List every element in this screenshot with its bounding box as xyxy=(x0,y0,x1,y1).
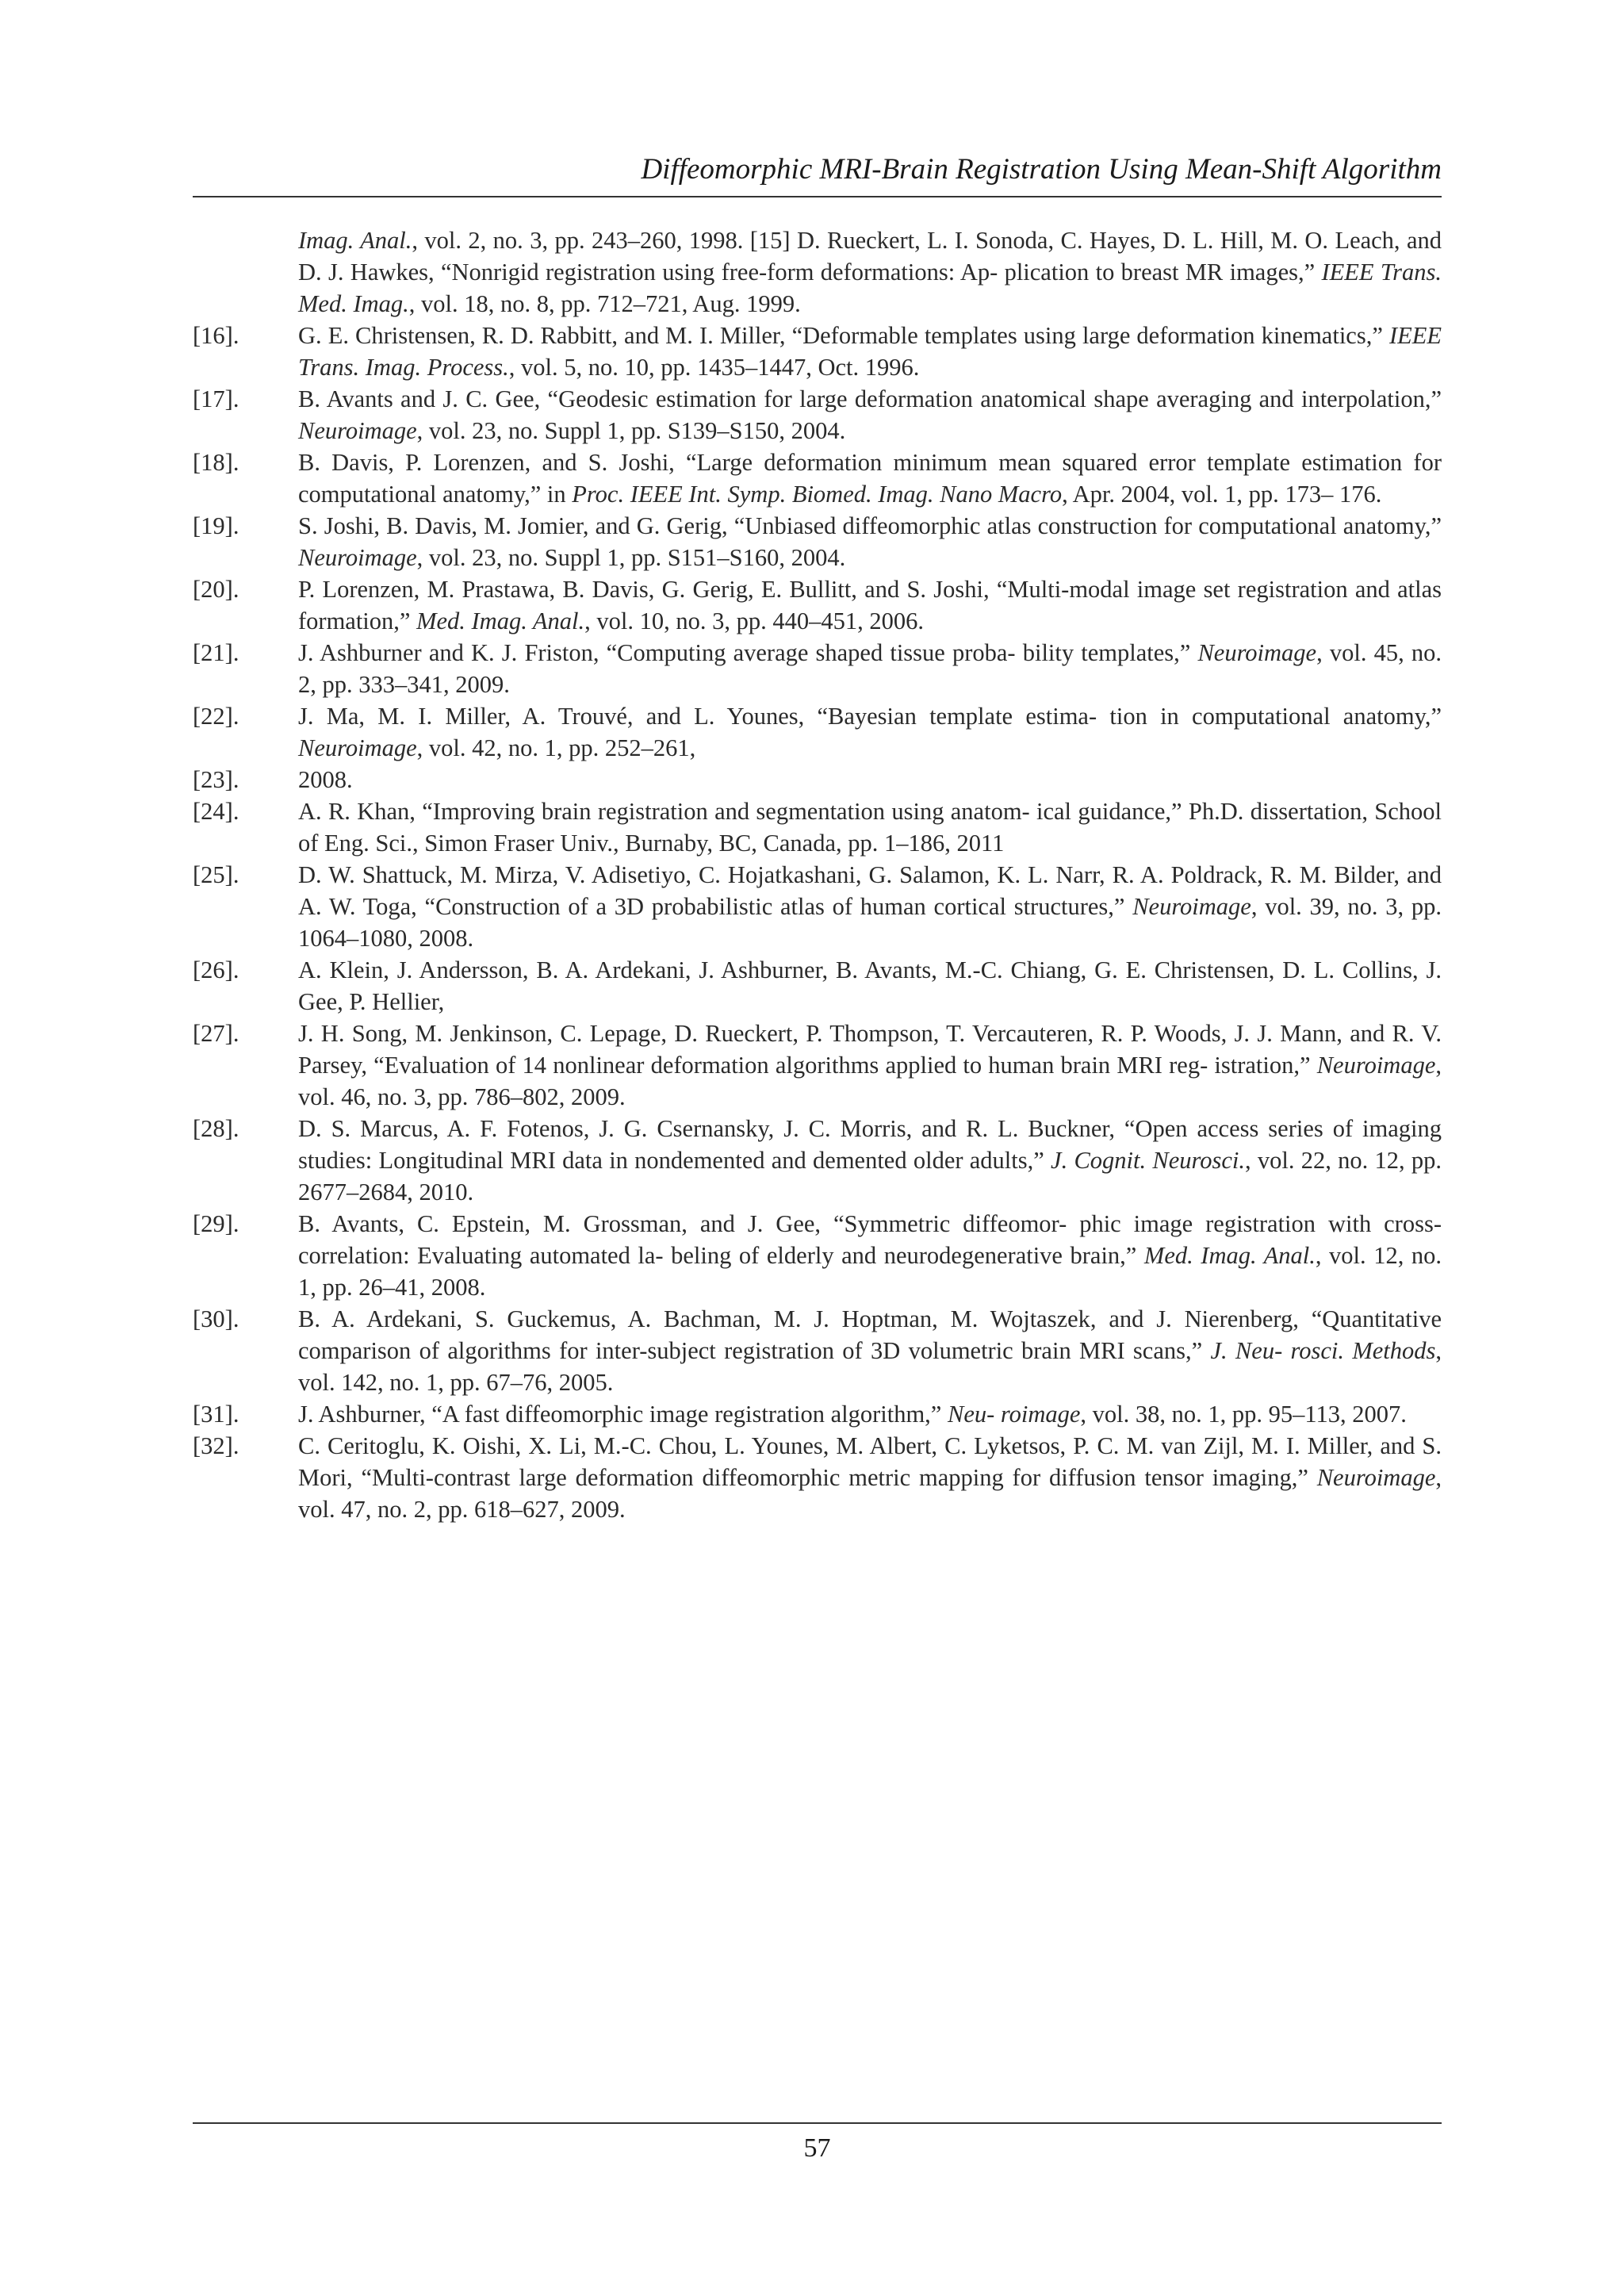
header-rule xyxy=(193,196,1442,197)
reference-number: [27]. xyxy=(193,1020,239,1047)
reference-item xyxy=(193,1430,1442,1525)
reference-number: [18]. xyxy=(193,449,239,476)
reference-item xyxy=(193,1113,1442,1208)
reference-item xyxy=(193,1398,1442,1430)
reference-item xyxy=(193,320,1442,383)
reference-item xyxy=(193,573,1442,637)
reference-item xyxy=(193,447,1442,510)
reference-item xyxy=(193,510,1442,573)
reference-text: S. Joshi, B. Davis, M. Jomier, and G. Gerig, “Unbiased diffeomorphic atlas construction for computational anatomy,” Neuroimage, vol. 23, no. Suppl 1, pp. S151–S160, 2004. xyxy=(298,512,1442,571)
reference-number: [22]. xyxy=(193,703,239,730)
reference-text: J. Ma, M. I. Miller, A. Trouvé, and L. Younes, “Bayesian template estima- tion in computational anatomy,” Neuroimage, vol. 42, no. 1, pp. 252–261, xyxy=(298,703,1442,761)
reference-number: [20]. xyxy=(193,576,239,603)
reference-text: B. Davis, P. Lorenzen, and S. Joshi, “Large deformation minimum mean squared error template estimation for computational anatomy,” in Proc. IEEE Int. Symp. Biomed. Imag. Nano Macro, Apr. 2004, vol. 1, pp. 173– 176. xyxy=(298,449,1442,508)
footer-rule xyxy=(193,2122,1442,2124)
reference-number: [16]. xyxy=(193,322,239,349)
reference-number: [23]. xyxy=(193,766,239,793)
running-head: Diffeomorphic MRI-Brain Registration Using Mean-Shift Algorithm xyxy=(641,153,1442,186)
reference-number: [29]. xyxy=(193,1210,239,1237)
reference-text: G. E. Christensen, R. D. Rabbitt, and M. I. Miller, “Deformable templates using large deformation kinematics,” IEEE Trans. Imag. Process., vol. 5, no. 10, pp. 1435–1447, Oct. 1996. xyxy=(298,322,1442,381)
reference-item xyxy=(193,637,1442,700)
reference-item xyxy=(193,1208,1442,1303)
reference-text: J. Ashburner and K. J. Friston, “Computing average shaped tissue proba- bility templates,” Neuroimage, vol. 45, no. 2, pp. 333–341, 2009. xyxy=(298,639,1442,698)
reference-item xyxy=(193,954,1442,1018)
reference-text: J. Ashburner, “A fast diffeomorphic image registration algorithm,” Neu- roimage, vol. 38, no. 1, pp. 95–113, 2007. xyxy=(298,1401,1407,1428)
reference-text: A. R. Khan, “Improving brain registration and segmentation using anatom- ical guidance,” Ph.D. dissertation, School of Eng. Sci., Simon Fraser Univ., Burnaby, BC, Canada, pp. 1–186, 2011 xyxy=(298,798,1442,857)
reference-number: [31]. xyxy=(193,1401,239,1428)
reference-list xyxy=(193,224,1442,1525)
reference-item xyxy=(193,383,1442,447)
continuation-text: , vol. 2, no. 3, pp. 243–260, 1998. [15] D. Rueckert, L. I. Sonoda, C. Hayes, D. L. Hill, M. O. Leach, and D. J. Hawkes, “Nonrigid registration using free-form deformations: Ap- plication to breast MR images,” xyxy=(298,227,1442,286)
reference-text: A. Klein, J. Andersson, B. A. Ardekani, J. Ashburner, B. Avants, M.-C. Chiang, G. E. Christensen, D. L. Collins, J. Gee, P. Hellier, xyxy=(298,956,1442,1015)
reference-number: [17]. xyxy=(193,385,239,412)
reference-text: J. H. Song, M. Jenkinson, C. Lepage, D. Rueckert, P. Thompson, T. Vercauteren, R. P. Woods, J. J. Mann, and R. V. Parsey, “Evaluation of 14 nonlinear deformation algorithms applied to human brain MRI reg- istration,” Neuroimage, vol. 46, no. 3, pp. 786–802, 2009. xyxy=(298,1020,1442,1110)
continuation-text-2: , vol. 18, no. 8, pp. 712–721, Aug. 1999. xyxy=(408,290,801,317)
reference-item xyxy=(193,700,1442,764)
reference-text: D. W. Shattuck, M. Mirza, V. Adisetiyo, C. Hojatkashani, G. Salamon, K. L. Narr, R. A. Poldrack, R. M. Bilder, and A. W. Toga, “Construction of a 3D probabilistic atlas of human cortical structures,” Neuroimage, vol. 39, no. 3, pp. 1064–1080, 2008. xyxy=(298,861,1442,952)
reference-item xyxy=(193,859,1442,954)
reference-text: C. Ceritoglu, K. Oishi, X. Li, M.-C. Chou, L. Younes, M. Albert, C. Lyketsos, P. C. M. van Zijl, M. I. Miller, and S. Mori, “Multi-contrast large deformation diffeomorphic metric mapping for diffusion tensor imaging,” Neuroimage, vol. 47, no. 2, pp. 618–627, 2009. xyxy=(298,1432,1442,1523)
reference-number: [28]. xyxy=(193,1115,239,1142)
reference-text: B. Avants and J. C. Gee, “Geodesic estimation for large deformation anatomical shape averaging and interpolation,” Neuroimage, vol. 23, no. Suppl 1, pp. S139–S150, 2004. xyxy=(298,385,1442,444)
reference-continuation xyxy=(193,224,1442,320)
reference-text: D. S. Marcus, A. F. Fotenos, J. G. Csernansky, J. C. Morris, and R. L. Buckner, “Open access series of imaging studies: Longitudinal MRI data in nondemented and demented older adults,” J. Cognit. Neurosci., vol. 22, no. 12, pp. 2677–2684, 2010. xyxy=(298,1115,1442,1205)
page-number: 57 xyxy=(803,2133,831,2163)
reference-number: [19]. xyxy=(193,512,239,539)
continuation-journal-2: IEEE Trans. Med. Imag. xyxy=(298,259,1442,317)
reference-text: P. Lorenzen, M. Prastawa, B. Davis, G. Gerig, E. Bullitt, and S. Joshi, “Multi-modal image set registration and atlas formation,” Med. Imag. Anal., vol. 10, no. 3, pp. 440–451, 2006. xyxy=(298,576,1442,634)
reference-text: B. Avants, C. Epstein, M. Grossman, and J. Gee, “Symmetric diffeomor- phic image registration with cross-correlation: Evaluating automated la- beling of elderly and neurodegenerative brain,” Med. Imag. Anal., vol. 12, no. 1, pp. 26–41, 2008. xyxy=(298,1210,1442,1301)
reference-number: [32]. xyxy=(193,1432,239,1459)
reference-number: [30]. xyxy=(193,1305,239,1332)
reference-item xyxy=(193,1303,1442,1398)
reference-text: B. A. Ardekani, S. Guckemus, A. Bachman, M. J. Hoptman, M. Wojtaszek, and J. Nierenberg, “Quantitative comparison of algorithms for inter-subject registration of 3D volumetric brain MRI scans,” J. Neu- rosci. Methods, vol. 142, no. 1, pp. 67–76, 2005. xyxy=(298,1305,1442,1396)
reference-item xyxy=(193,1018,1442,1113)
reference-number: [21]. xyxy=(193,639,239,666)
reference-item xyxy=(193,795,1442,859)
reference-text: 2008. xyxy=(298,766,353,793)
reference-item xyxy=(193,764,1442,795)
reference-number: [24]. xyxy=(193,798,239,825)
reference-number: [25]. xyxy=(193,861,239,888)
reference-number: [26]. xyxy=(193,956,239,983)
continuation-journal: Imag. Anal. xyxy=(298,227,412,254)
